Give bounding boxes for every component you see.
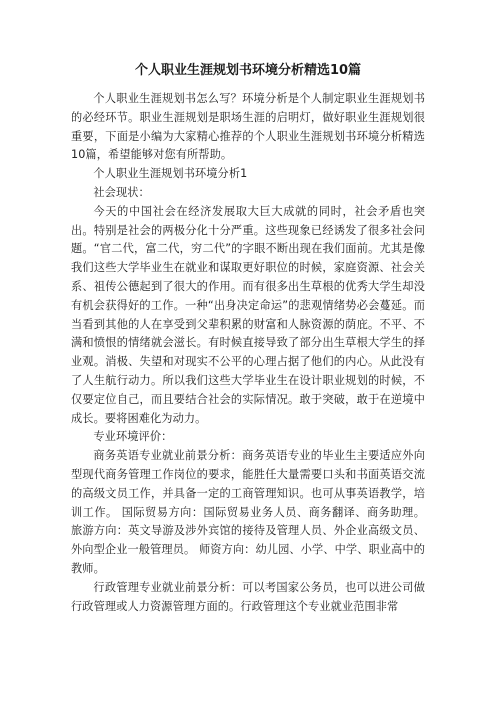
subheading-professional-environment: 专业环境评价： xyxy=(93,430,173,444)
section-heading-1: 个人职业生涯规划书环境分析1 xyxy=(93,167,248,181)
intro-paragraph: 个人职业生涯规划书怎么写？环境分析是个人制定职业生涯规划书的必经环节。职业生涯规划是职场生涯的启明灯，做好职业生涯规划很重要，下面是小编为大家精心推荐的个人职业生涯规划书环境分析精选10篇，希望能够对您有所帮助。 xyxy=(71,92,425,162)
social-status-paragraph: 今天的中国社会在经济发展取大巨大成就的同时，社会矛盾也突出。特别是社会的两极分化十分严重。这些现象已经诱发了很多社会问题。“官二代，富二代，穷二代”的字眼不断出现在我们面前。尤其是像我们这些大学毕业生在就业和谋取更好职位的时候，家庭资源、社会关系、祖传公德起到了很大的作用。而有很多出生草根的优秀大学生却没有机会获得好的工作。一种“出身决定命运”的悲观情绪势必会蔓延。而当看到其他的人在享受到父辈积累的财富和人脉资源的荫庇。不平、不满和愤恨的情绪就会滋长。有时候直接导致了部分出生草根大学生的择业观。消极、失望和对现实不公平的心理占据了他们的内心。从此没有了人生航行动力。所以我们这些大学毕业生在设计职业规划的时候，不仅要定位自己，而且要结合社会的实际情况。敢于突破，敢于在逆境中成长。要将困难化为动力。 xyxy=(71,204,425,425)
document-title: 个人职业生涯规划书环境分析精选10篇 xyxy=(134,63,362,78)
business-english-paragraph: 商务英语专业就业前景分析：商务英语专业的毕业生主要适应外向型现代商务管理工作岗位的要求，能胜任大量需要口头和书面英语交流的高级文员工作，并具备一定的工商管理知识。也可从事英语教学，培训工作。 国际贸易方向：国际贸易业务人员、商务翻译、商务助理。 旅游方向：英文导游及涉外宾馆的接待及管理人员、外企业高级文员、外向型企业一般管理员。 师资方向：幼儿园、小学、中学、职业高中的教师。 xyxy=(71,449,425,575)
subheading-social-status: 社会现状： xyxy=(93,185,150,199)
administration-paragraph: 行政管理专业就业前景分析：可以考国家公务员，也可以进公司做行政管理或人力资源管理方面的。行政管理这个专业就业范围非常 xyxy=(71,580,425,613)
